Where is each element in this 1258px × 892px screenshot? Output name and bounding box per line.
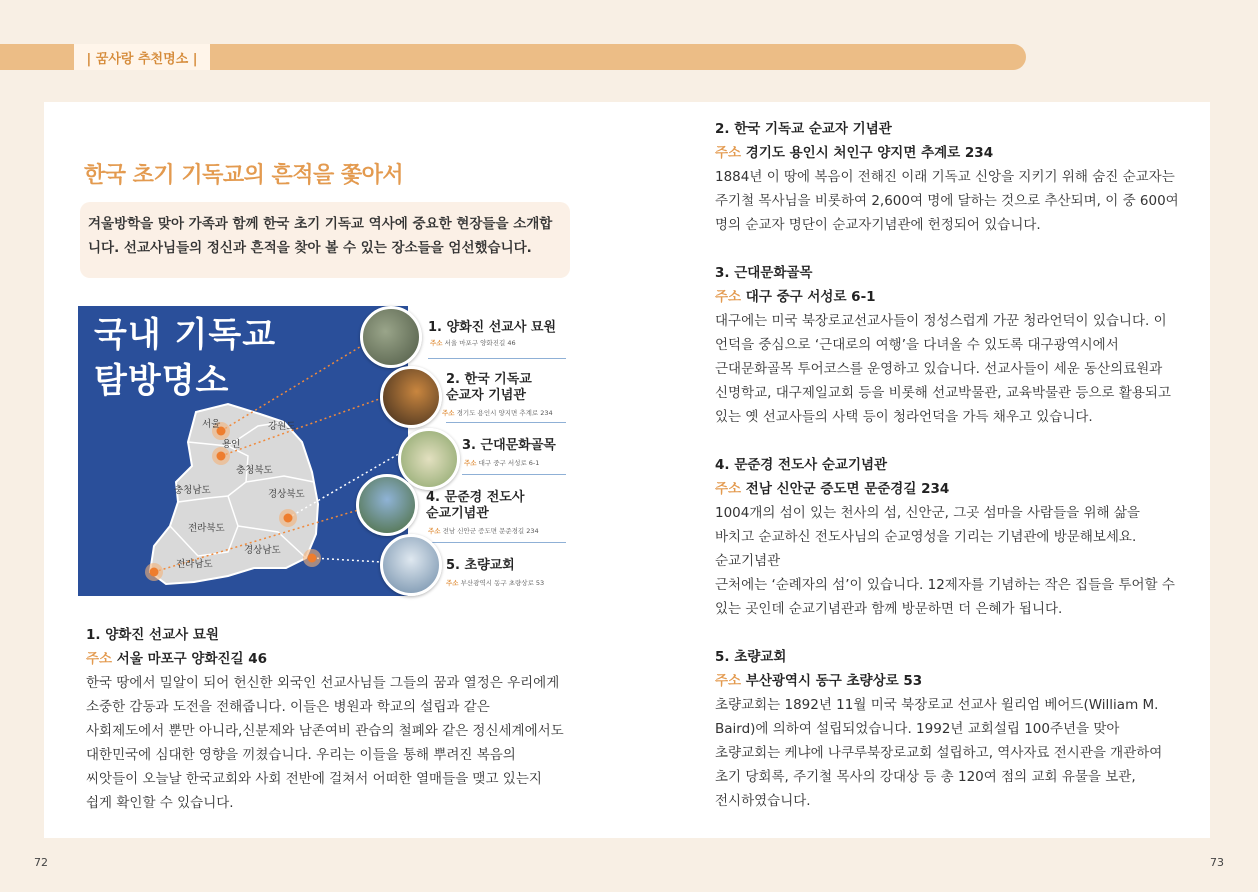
callout-2-name [446, 372, 532, 404]
callout-3-addr [464, 458, 539, 467]
addr-tag: 주소 [430, 339, 443, 347]
photo-icon [380, 366, 442, 428]
section-1-address-text: 서울 마포구 양화진길 46 [116, 651, 268, 667]
region-label: 서울 [202, 419, 221, 430]
section-2-body: 1884년 이 땅에 복음이 전해진 이래 기독교 신앙을 지키기 위해 숨진 순교자는 주기철 목사님을 비롯하여 2,600여 명에 달하는 것으로 추산되며, 이 중 600여 명의 순교자 명단이 순교자기념관에 헌정되어 있습니다. [715, 169, 1179, 233]
section-5-heading: 5. 초량교회 [715, 649, 787, 665]
marker-sinan [145, 563, 163, 581]
addr-tag: 주소 [715, 481, 742, 497]
photo-icon [360, 306, 422, 368]
section-4-body-continued: 근처에는 ‘순례자의 섬’이 있습니다. 12제자를 기념하는 작은 집들을 투어할 수 있는 곳인데 순교기념관과 함께 방문하면 더 은혜가 됩니다. [715, 577, 1175, 617]
callout-4-addr-text: 전남 신안군 증도면 문준경길 234 [442, 527, 539, 535]
section-2 [715, 117, 1181, 237]
addr-tag: 주소 [715, 145, 742, 161]
callout-5-addr [446, 578, 544, 587]
section-2-heading: 2. 한국 기독교 순교자 기념관 [715, 121, 892, 137]
section-2-address-text: 경기도 용인시 처인구 양지면 추계로 234 [745, 145, 994, 161]
divider [428, 542, 566, 543]
section-5-body: 초량교회는 1892년 11월 미국 북장로교 선교사 윌리엄 베어드(William M. Baird)에 의하여 설립되었습니다. 1992년 교회설립 100주년을 맞아 초량교회는 케냐에 나쿠루북장로교회 설립하고, 역사자료 전시관을 개관하여 초기 당회록, 주기철 목사의 강대상 등 총 120여 점의 교회 유물을 보관, 전시하였습니다. [715, 697, 1163, 809]
callout-3-addr-text: 대구 중구 서성로 6-1 [478, 459, 540, 467]
photo-icon [380, 534, 442, 596]
section-3-address-text: 대구 중구 서성로 6-1 [745, 289, 876, 305]
map-title [94, 312, 276, 404]
map-title-line1: 국내 기독교 [94, 315, 277, 355]
region-label: 충청북도 [236, 465, 273, 476]
section-4-address [715, 477, 1181, 501]
callout-1-addr [430, 338, 516, 347]
section-4-address-text: 전남 신안군 증도면 문준경길 234 [745, 481, 950, 497]
marker-daegu [279, 509, 297, 527]
section-1-address [86, 647, 572, 671]
section-tab: | 꿈사랑 추천명소 | [74, 44, 210, 70]
callout-2-name-line2: 순교자 기념관 [446, 388, 526, 403]
callout-4-name [426, 490, 524, 522]
section-4-body: 1004개의 섬이 있는 천사의 섬, 신안군, 그곳 섬마을 사람들을 위해 삶을 바치고 순교하신 전도사님의 순교영성을 기리는 기념관에 방문해보세요. 순교기념관 [715, 505, 1140, 569]
region-label: 전라북도 [188, 523, 225, 534]
callout-4-addr [428, 526, 539, 535]
section-3 [715, 261, 1181, 429]
section-1 [86, 623, 572, 815]
callout-2-name-line1: 2. 한국 기독교 [446, 372, 532, 387]
region-label: 충청남도 [174, 485, 211, 496]
section-1-body: 한국 땅에서 밀알이 되어 헌신한 외국인 선교사님들 그들의 꿈과 열정은 우리에게 소중한 감동과 도전을 전해줍니다. 이들은 병원과 학교의 설립과 같은 사회제도에서 뿐만 아니라,신분제와 남존여비 관습의 철폐와 같은 정신세계에서도 대한민국에 심대한 영향을 끼쳤습니다. 우리는 이들을 통해 뿌려진 복음의 씨앗들이 오늘날 한국교회와 사회 전반에 걸쳐서 어떠한 열매들을 맺고 있는지 쉽게 확인할 수 있습니다. [86, 675, 564, 811]
page-number-right: 73 [1210, 856, 1224, 869]
map-callouts [358, 306, 570, 596]
section-4-heading: 4. 문준경 전도사 순교기념관 [715, 457, 888, 473]
callout-5-name: 5. 초량교회 [446, 558, 515, 573]
addr-tag: 주소 [446, 579, 459, 587]
callout-3-name: 3. 근대문화골목 [462, 438, 556, 453]
section-3-address [715, 285, 1181, 309]
divider [428, 358, 566, 359]
region-label: 강원도 [268, 421, 296, 432]
addr-tag: 주소 [715, 673, 742, 689]
photo-icon [356, 474, 418, 536]
section-3-body: 대구에는 미국 북장로교선교사들이 정성스럽게 가꾼 청라언덕이 있습니다. 이 언덕을 중심으로 ‘근대로의 여행’을 다녀올 수 있도록 대구광역시에서 근대문화골목 투어코스를 운영하고 있습니다. 선교사들이 세운 동산의료원과 신명학교, 대구제일교회 등을 비롯해 선교박물관, 교육박물관 등으로 활용되고 있는 옛 선교사들의 사택 등이 청라언덕을 가득 채우고 있습니다. [715, 313, 1171, 425]
region-label: 경상북도 [268, 489, 305, 500]
callout-2-addr-text: 경기도 용인시 양지면 추계로 234 [456, 409, 553, 417]
addr-tag: 주소 [86, 651, 113, 667]
map-title-line2: 탐방명소 [94, 361, 230, 401]
section-2-address [715, 141, 1181, 165]
divider [462, 474, 566, 475]
section-5-address [715, 669, 1181, 693]
callout-1-name: 1. 양화진 선교사 묘원 [428, 320, 557, 335]
callout-5-addr-text: 부산광역시 동구 초량상로 53 [460, 579, 545, 587]
page-number-left: 72 [34, 856, 48, 869]
addr-tag: 주소 [464, 459, 477, 467]
section-5 [715, 645, 1181, 813]
callout-4-name-line2: 순교기념관 [426, 506, 489, 521]
addr-tag: 주소 [715, 289, 742, 305]
addr-tag: 주소 [442, 409, 455, 417]
callout-1-addr-text: 서울 마포구 양화진길 46 [444, 339, 516, 347]
intro-box: 겨울방학을 맞아 가족과 함께 한국 초기 기독교 역사에 중요한 현장들을 소개합니다. 선교사님들의 정신과 흔적을 찾아 볼 수 있는 장소들을 엄선했습니다. [80, 202, 570, 278]
marker-busan [303, 549, 321, 567]
page-title: 한국 초기 기독교의 흔적을 쫓아서 [84, 163, 404, 188]
section-3-heading: 3. 근대문화골목 [715, 265, 813, 281]
callout-4-name-line1: 4. 문준경 전도사 [426, 490, 525, 505]
region-label: 용인 [222, 439, 241, 450]
addr-tag: 주소 [428, 527, 441, 535]
region-label: 경상남도 [244, 545, 281, 556]
divider [446, 422, 566, 423]
section-1-heading: 1. 양화진 선교사 묘원 [86, 627, 219, 643]
section-4 [715, 453, 1181, 621]
callout-2-addr [442, 408, 553, 417]
region-label: 전라남도 [176, 559, 213, 570]
section-5-address-text: 부산광역시 동구 초량상로 53 [745, 673, 923, 689]
